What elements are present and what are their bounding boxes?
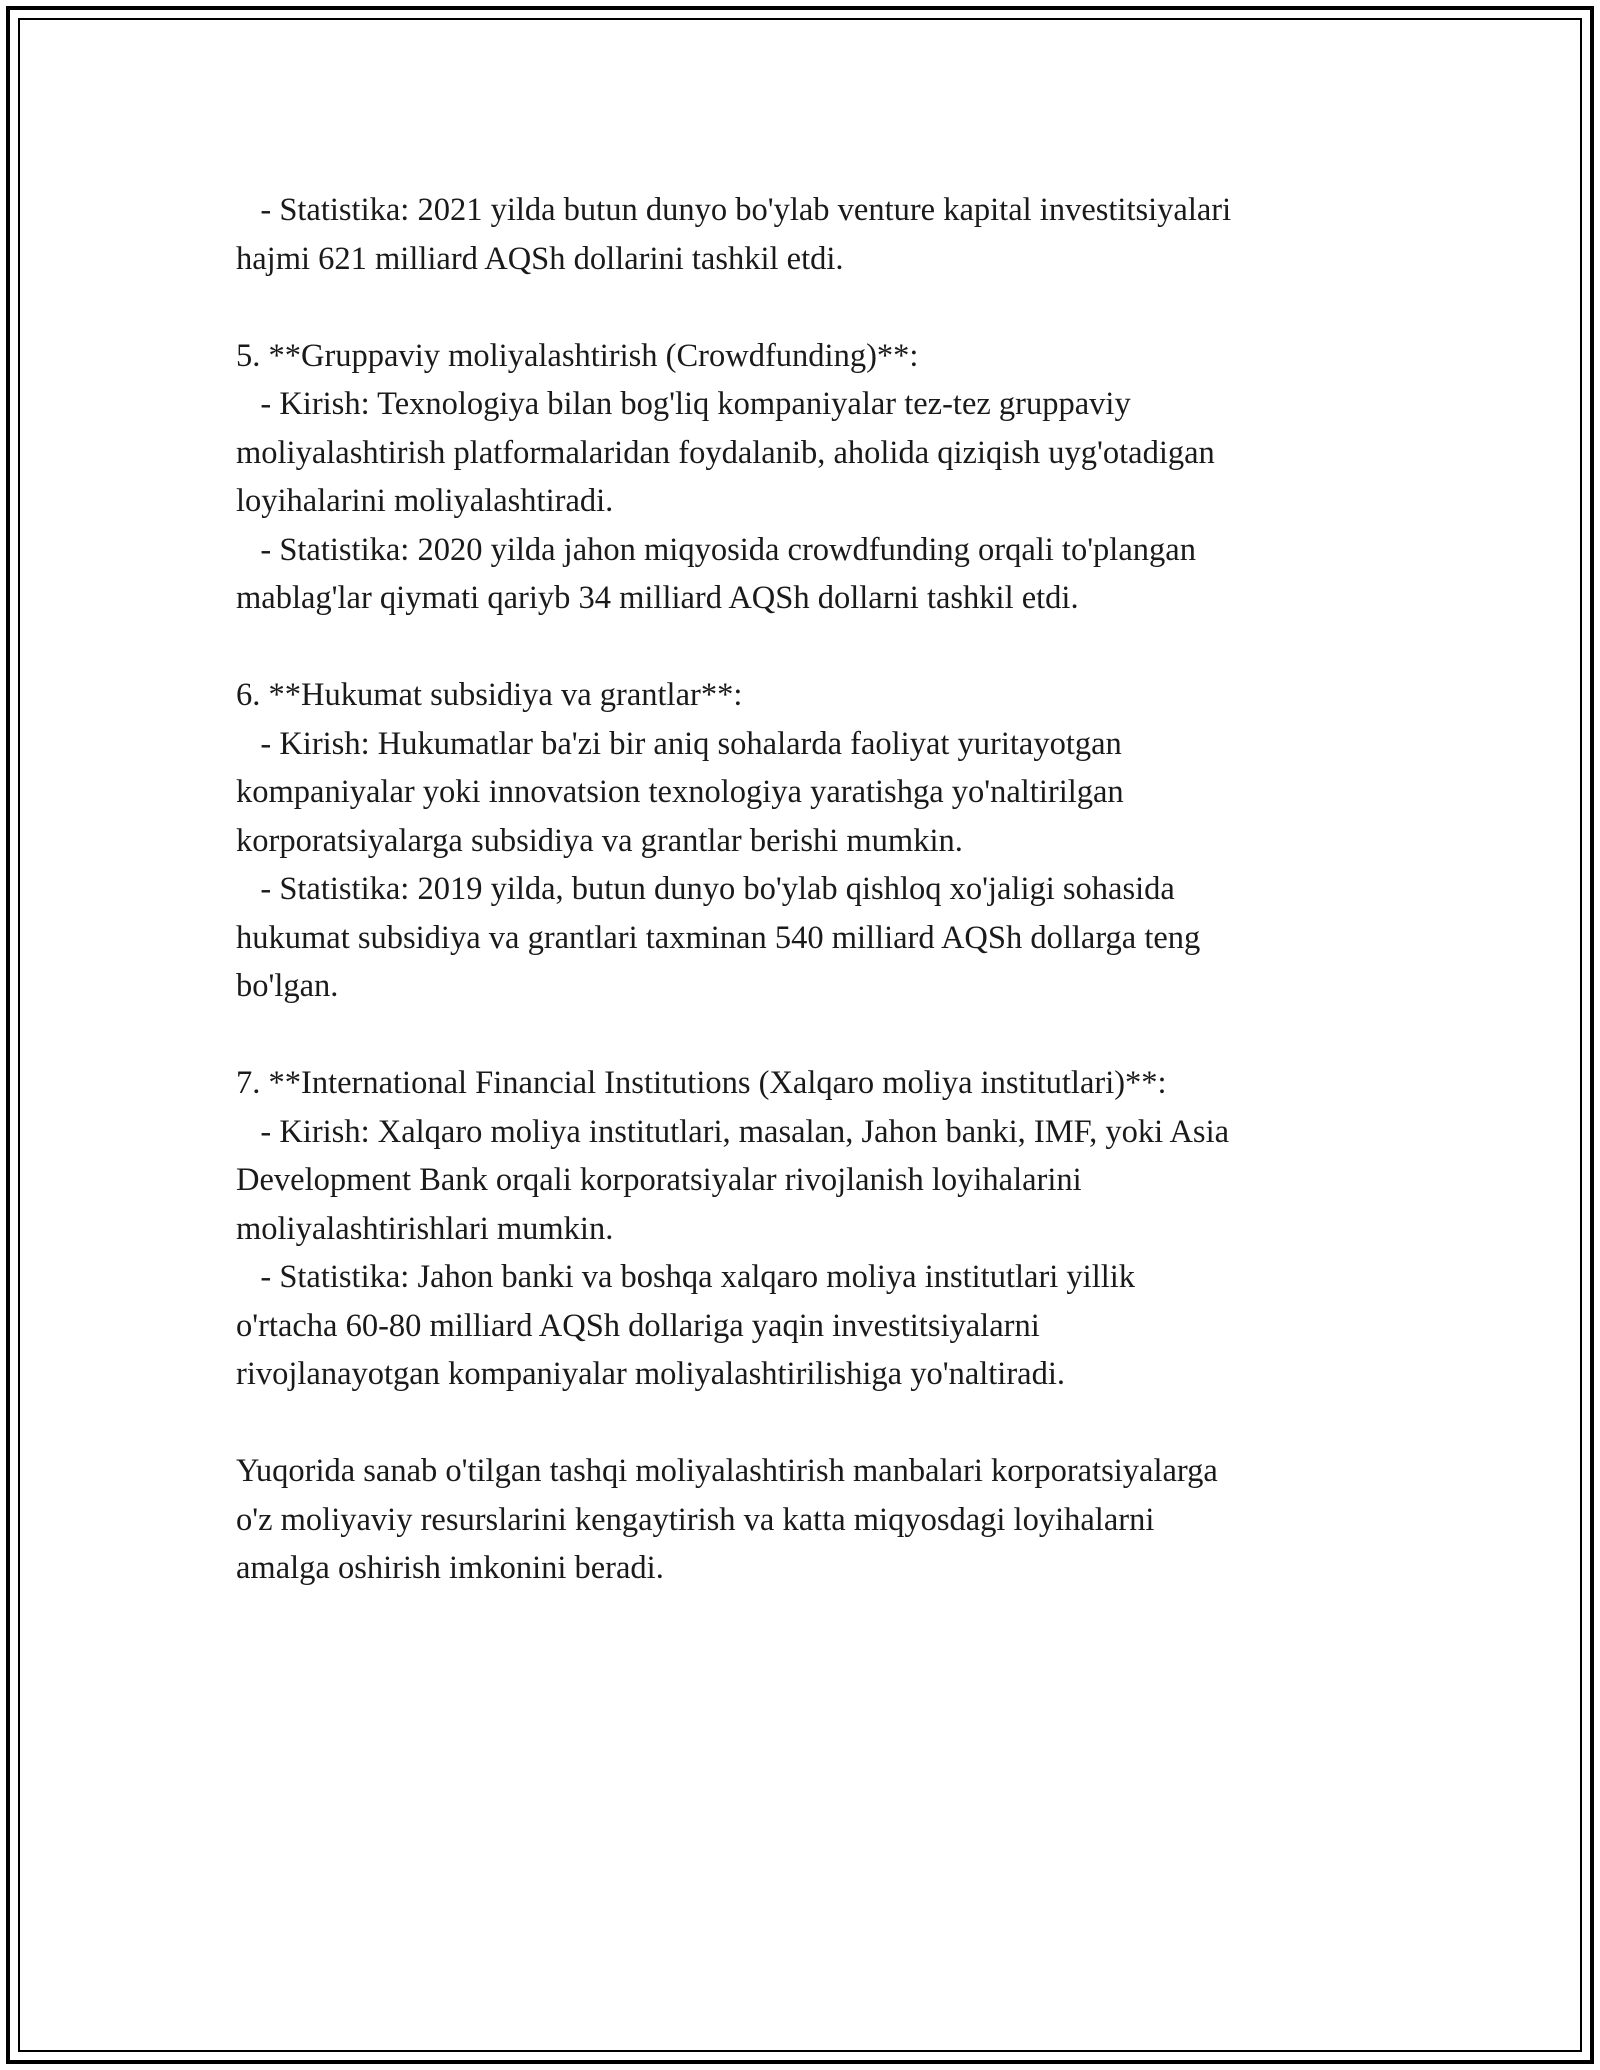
text-line: hukumat subsidiya va grantlari taxminan 540 milliard AQSh dollarga teng: [236, 919, 1201, 956]
text-line: moliyalashtirishlari mumkin.: [236, 1210, 614, 1247]
text-line: hajmi 621 milliard AQSh dollarini tashkil etdi.: [236, 240, 844, 277]
text-line: Development Bank orqali korporatsiyalar rivojlanish loyihalarini: [236, 1162, 1082, 1198]
section-heading: 7. **International Financial Institutions (Xalqaro moliya institutlari)**:: [236, 1065, 1167, 1101]
section-heading: 6. **Hukumat subsidiya va grantlar**:: [236, 677, 743, 713]
text-line: korporatsiyalarga subsidiya va grantlar berishi mumkin.: [236, 822, 963, 859]
text-line: amalga oshirish imkonini beradi.: [236, 1550, 664, 1586]
text-line: - Statistika: Jahon banki va boshqa xalqaro moliya institutlari yillik: [236, 1259, 1136, 1295]
section-heading: 5. **Gruppaviy moliyalashtirish (Crowdfunding)**:: [236, 337, 919, 374]
text-line: rivojlanayotgan kompaniyalar moliyalashtirilishiga yo'naltiradi.: [236, 1356, 1065, 1392]
text-line: o'rtacha 60-80 milliard AQSh dollariga yaqin investitsiyalarni: [236, 1307, 1040, 1344]
text-line: - Statistika: 2020 yilda jahon miqyosida crowdfunding orqali to'plangan: [236, 531, 1196, 568]
text-line: bo'lgan.: [236, 968, 339, 1004]
section-international-institutions: [236, 1059, 1376, 1399]
text-line: loyihalarini moliyalashtiradi.: [236, 483, 614, 519]
text-line: moliyalashtirish platformalaridan foydalanib, aholida qiziqish uyg'otadigan: [236, 434, 1215, 471]
text-line: - Statistika: 2021 yilda butun dunyo bo'ylab venture kapital investitsiyalari: [236, 192, 1232, 228]
text-line: kompaniyalar yoki innovatsion texnologiya yaratishga yo'naltirilgan: [236, 774, 1124, 810]
conclusion-paragraph: [236, 1447, 1376, 1593]
section-government-subsidies: [236, 671, 1376, 1011]
document-body: [236, 186, 1376, 1641]
text-line: mablag'lar qiymati qariyb 34 milliard AQSh dollarni tashkil etdi.: [236, 580, 1079, 616]
text-line: - Kirish: Hukumatlar ba'zi bir aniq sohalarda faoliyat yuritayotgan: [236, 725, 1122, 762]
text-line: - Statistika: 2019 yilda, butun dunyo bo'ylab qishloq xo'jaligi sohasida: [236, 871, 1175, 907]
text-line: - Kirish: Xalqaro moliya institutlari, masalan, Jahon banki, IMF, yoki Asia: [236, 1113, 1230, 1150]
text-line: o'z moliyaviy resurslarini kengaytirish va katta miqyosdagi loyihalarni: [236, 1501, 1155, 1538]
venture-capital-statistic: [236, 186, 1376, 283]
text-line: - Kirish: Texnologiya bilan bog'liq kompaniyalar tez-tez gruppaviy: [236, 386, 1131, 422]
text-line: Yuqorida sanab o'tilgan tashqi moliyalashtirish manbalari korporatsiyalarga: [236, 1453, 1218, 1489]
section-crowdfunding: [236, 332, 1376, 623]
